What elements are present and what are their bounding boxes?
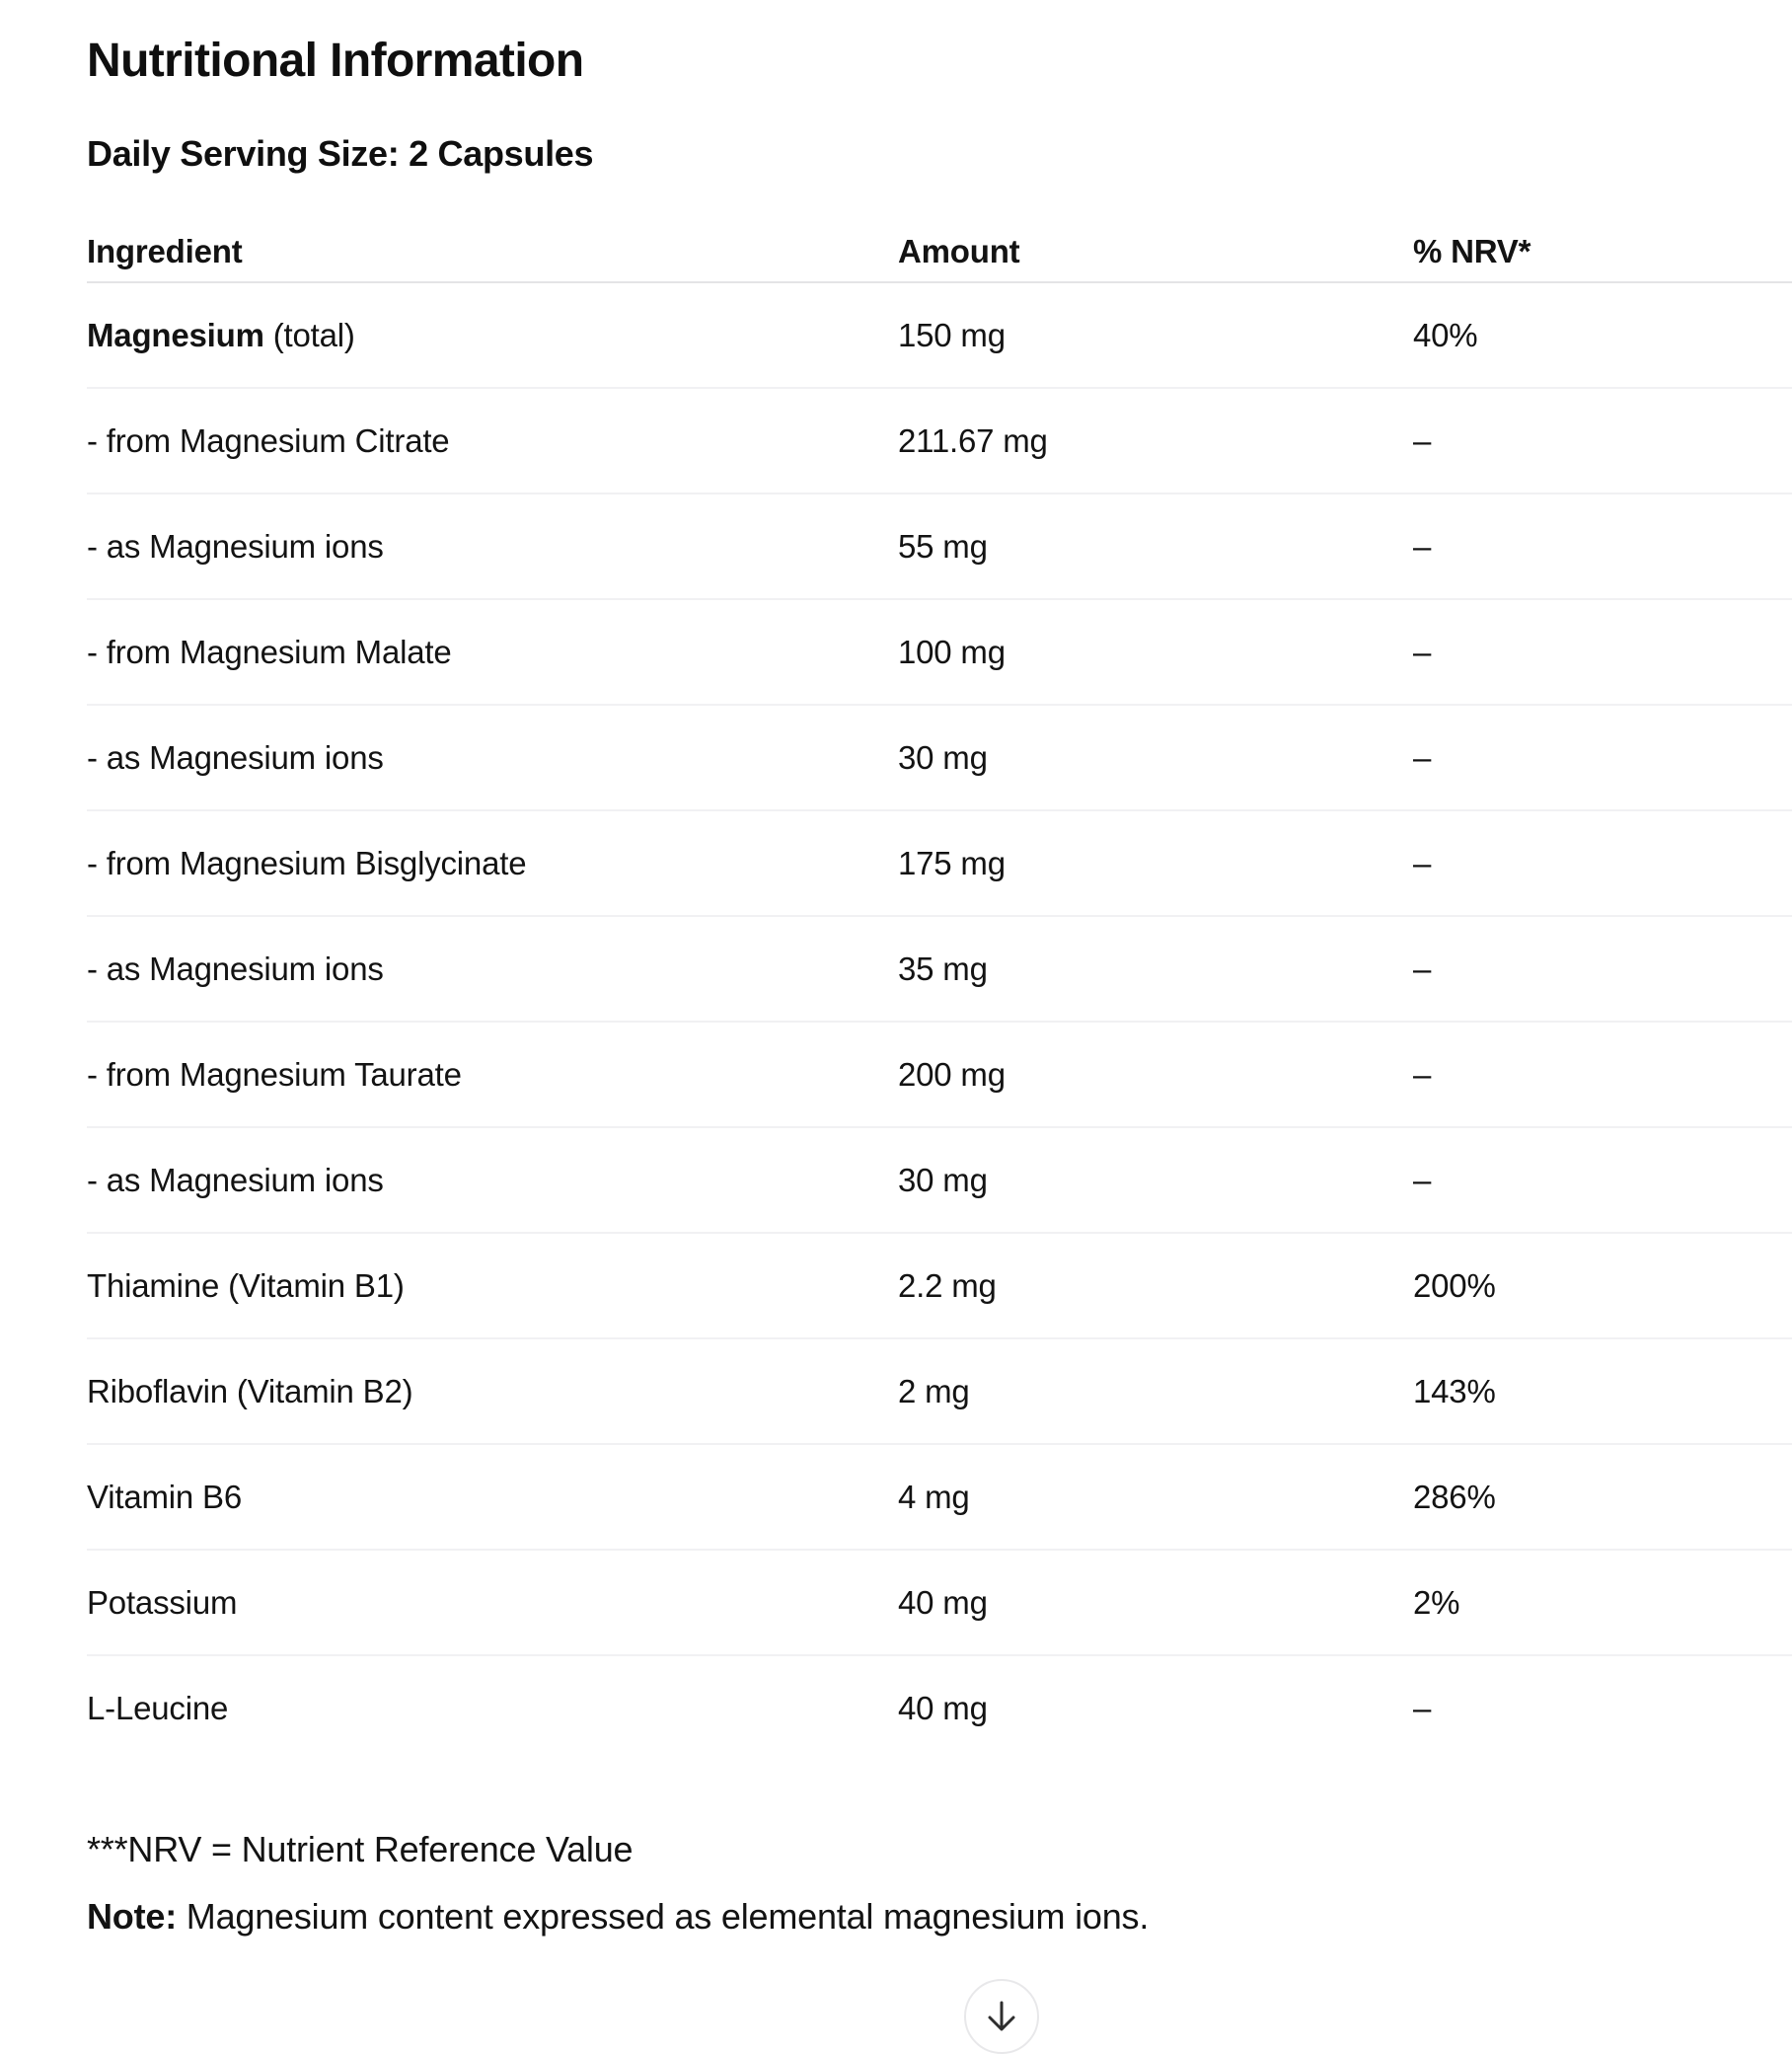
table-row bbox=[87, 283, 1792, 389]
amount-cell: 211.67 mg bbox=[898, 421, 1048, 459]
note-text: Magnesium content expressed as elemental magnesium ions. bbox=[177, 1896, 1150, 1937]
ingredient-cell bbox=[87, 1584, 898, 1622]
serving-size-line: Daily Serving Size: 2 Capsules bbox=[87, 133, 594, 174]
nutrition-table bbox=[87, 222, 1792, 1760]
ingredient-name: - as Magnesium ions bbox=[87, 527, 384, 565]
table-row bbox=[87, 494, 1792, 600]
nrv-cell: – bbox=[1413, 738, 1432, 776]
table-row bbox=[87, 811, 1792, 917]
nrv-cell: – bbox=[1413, 633, 1432, 670]
amount-cell: 100 mg bbox=[898, 633, 1006, 670]
ingredient-cell bbox=[87, 422, 898, 460]
page-title: Nutritional Information bbox=[87, 35, 584, 87]
table-row bbox=[87, 389, 1792, 494]
ingredient-cell bbox=[87, 528, 898, 566]
nutrition-panel bbox=[87, 0, 1792, 1936]
ingredient-name: - from Magnesium Citrate bbox=[87, 421, 450, 459]
ingredient-name: - as Magnesium ions bbox=[87, 738, 384, 776]
nrv-cell: – bbox=[1413, 421, 1432, 459]
down-arrow-icon bbox=[983, 1998, 1020, 2035]
ingredient-cell bbox=[87, 317, 898, 354]
nrv-cell: 200% bbox=[1413, 1266, 1496, 1304]
nrv-cell: 143% bbox=[1413, 1372, 1496, 1409]
table-row bbox=[87, 706, 1792, 811]
ingredient-cell bbox=[87, 951, 898, 988]
nrv-cell: – bbox=[1413, 1055, 1432, 1093]
scroll-down-button[interactable] bbox=[964, 1979, 1039, 2054]
table-row bbox=[87, 1023, 1792, 1128]
ingredient-cell bbox=[87, 739, 898, 777]
amount-cell: 30 mg bbox=[898, 738, 988, 776]
amount-cell: 2.2 mg bbox=[898, 1266, 997, 1304]
table-row bbox=[87, 1656, 1792, 1760]
nrv-cell: 286% bbox=[1413, 1478, 1496, 1515]
ingredient-cell bbox=[87, 1479, 898, 1516]
amount-cell: 150 mg bbox=[898, 316, 1006, 353]
table-row bbox=[87, 600, 1792, 706]
ingredient-name: Vitamin B6 bbox=[87, 1478, 242, 1515]
ingredient-name: Thiamine (Vitamin B1) bbox=[87, 1266, 405, 1304]
table-row bbox=[87, 1551, 1792, 1656]
amount-cell: 40 mg bbox=[898, 1689, 988, 1726]
ingredient-cell bbox=[87, 845, 898, 882]
table-row bbox=[87, 1128, 1792, 1234]
ingredient-name: Potassium bbox=[87, 1583, 238, 1621]
ingredient-name: L-Leucine bbox=[87, 1689, 229, 1726]
column-header-amount: Amount bbox=[898, 233, 1020, 269]
ingredient-cell bbox=[87, 1267, 898, 1305]
ingredient-cell bbox=[87, 1690, 898, 1727]
ingredient-cell bbox=[87, 1162, 898, 1199]
table-body bbox=[87, 283, 1792, 1760]
amount-cell: 35 mg bbox=[898, 950, 988, 987]
ingredient-name: Riboflavin (Vitamin B2) bbox=[87, 1372, 413, 1409]
ingredient-name-bold: Magnesium bbox=[87, 316, 264, 353]
nrv-cell: – bbox=[1413, 1161, 1432, 1198]
ingredient-name: (total) bbox=[263, 316, 355, 353]
amount-cell: 30 mg bbox=[898, 1161, 988, 1198]
ingredient-cell bbox=[87, 634, 898, 671]
amount-cell: 2 mg bbox=[898, 1372, 970, 1409]
nrv-cell: – bbox=[1413, 527, 1432, 565]
table-row bbox=[87, 1445, 1792, 1551]
column-header-nrv: % NRV* bbox=[1413, 233, 1531, 269]
ingredient-name: - from Magnesium Malate bbox=[87, 633, 452, 670]
nrv-definition: ***NRV = Nutrient Reference Value bbox=[87, 1829, 634, 1869]
ingredient-cell bbox=[87, 1056, 898, 1094]
ingredient-name: - as Magnesium ions bbox=[87, 950, 384, 987]
nrv-cell: – bbox=[1413, 1689, 1432, 1726]
ingredient-name: - as Magnesium ions bbox=[87, 1161, 384, 1198]
ingredient-name: - from Magnesium Bisglycinate bbox=[87, 844, 527, 881]
amount-cell: 40 mg bbox=[898, 1583, 988, 1621]
note-line bbox=[87, 1898, 1792, 1936]
amount-cell: 4 mg bbox=[898, 1478, 970, 1515]
table-row bbox=[87, 1234, 1792, 1339]
table-row bbox=[87, 1339, 1792, 1445]
nrv-cell: 40% bbox=[1413, 316, 1478, 353]
note-label: Note: bbox=[87, 1896, 177, 1937]
nrv-cell: – bbox=[1413, 950, 1432, 987]
amount-cell: 200 mg bbox=[898, 1055, 1006, 1093]
ingredient-name: - from Magnesium Taurate bbox=[87, 1055, 462, 1093]
table-row bbox=[87, 917, 1792, 1023]
ingredient-cell bbox=[87, 1373, 898, 1410]
table-header-row bbox=[87, 222, 1792, 283]
column-header-ingredient: Ingredient bbox=[87, 233, 243, 269]
amount-cell: 175 mg bbox=[898, 844, 1006, 881]
amount-cell: 55 mg bbox=[898, 527, 988, 565]
nrv-cell: – bbox=[1413, 844, 1432, 881]
nrv-cell: 2% bbox=[1413, 1583, 1460, 1621]
